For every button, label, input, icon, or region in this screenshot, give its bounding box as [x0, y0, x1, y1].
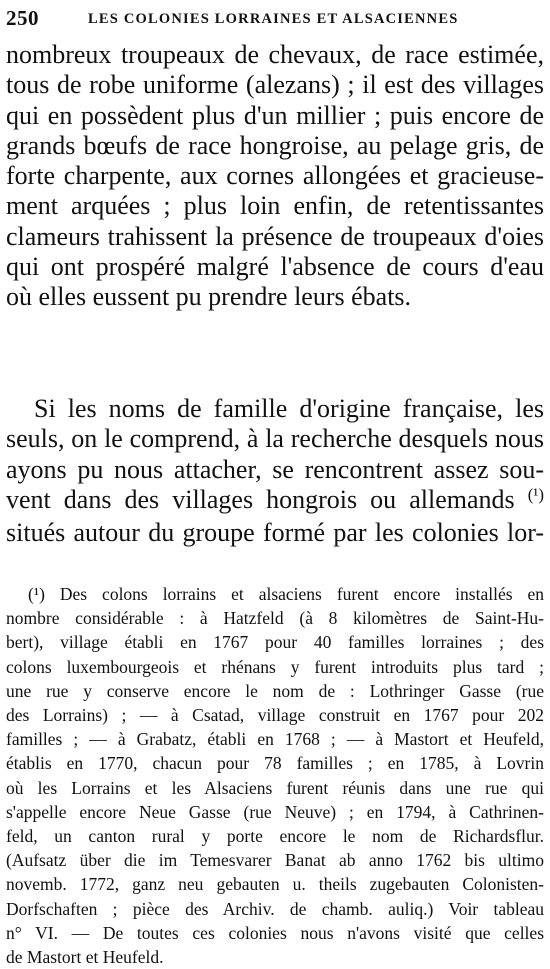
footnote-marker: (¹): [28, 584, 45, 604]
text-line: tous de robe uniforme (alezans) ; il est des villages: [6, 70, 544, 100]
footnote-text: Des colons lorrains et alsaciens furent encore installés en: [59, 584, 544, 604]
running-title: LES COLONIES LORRAINES ET ALSACIENNES: [88, 11, 459, 27]
text-line: nombreux troupeaux de chevaux, de race estimée,: [6, 40, 544, 69]
footnote-line: bert), village établi en 1767 pour 40 familles lorraines ; des: [6, 632, 544, 653]
footnote-line: novemb. 1772, ganz neu gebauten u. theils zugebauten Colonisten-: [6, 874, 544, 895]
text-line: qui en possèdent plus d'un millier ; puis encore de: [6, 100, 544, 130]
footnote-line: établis en 1770, chacun pour 78 familles ; en 1785, à Lovrin: [6, 753, 544, 774]
text-line: ayons pu nous attacher, se rencontrent assez sou-: [6, 454, 544, 484]
page-header: [6, 6, 544, 32]
footnote-line: Dorfschaften ; pièce des Archiv. de chamb. auliq.) Voir tableau: [6, 898, 544, 919]
footnote-line: nombre considérable : à Hatzfeld (à 8 kilomètres de Saint-Hu-: [6, 608, 544, 629]
footnote-first-line: [6, 582, 544, 606]
text-line: forte charpente, aux cornes allongées et gracieuse-: [6, 161, 544, 191]
footnote-line: de Mastort et Heufeld.: [6, 947, 164, 968]
footnote-line: s'appelle encore Neue Gasse (rue Neuve) ; en 1794, à Cathrinen-: [6, 801, 544, 822]
text-line: situés autour du groupe formé par les colonies lor-: [6, 518, 544, 548]
footnote-line: feld, un canton rural y porte encore le nom de Richardsflur.: [6, 826, 544, 847]
footnote-line: (Aufsatz über die im Temesvarer Banat ab anno 1762 bis ultimo: [6, 850, 544, 871]
footnote-line: une rue y conserve encore le nom de : Lothringer Gasse (rue: [6, 680, 544, 701]
footnote-reference[interactable]: (¹): [527, 485, 544, 505]
footnote: [6, 582, 544, 969]
text-line: seuls, on le comprend, à la recherche desquels nous: [6, 424, 544, 454]
footnote-line: des Lorrains) ; — à Csatad, village construit en 1767 pour 202: [6, 705, 544, 726]
paragraph-1: [6, 40, 544, 313]
text-line: Si les noms de famille d'origine française, les: [34, 394, 544, 423]
footnote-line: familles ; — à Grabatz, établi en 1768 ; — à Mastort et Heufeld,: [6, 729, 544, 750]
text-segment: vent dans des villages hongrois ou allemands: [6, 484, 515, 514]
text-line: clameurs trahissent la présence de troupeaux d'oies: [6, 221, 544, 251]
text-line: qui ont prospéré malgré l'absence de cours d'eau: [6, 252, 544, 282]
text-line: grands bœufs de race hongroise, au pelage gris, de: [6, 130, 544, 160]
text-line: où elles eussent pu prendre leurs ébats.: [6, 282, 412, 312]
text-line: ment arquées ; plus loin enfin, de retentissantes: [6, 191, 544, 221]
footnote-line: où les Lorrains et les Alsaciens furent réunis dans une rue qui: [6, 777, 544, 798]
page-number: 250: [6, 6, 39, 30]
footnote-line: n° VI. — De toutes ces colonies nous n'avons visité que celles: [6, 922, 544, 943]
text-line-with-note: [6, 485, 544, 518]
footnote-line: colons luxembourgeois et rhénans y furent introduits plus tard ;: [6, 656, 544, 677]
paragraph-2: [6, 394, 544, 548]
